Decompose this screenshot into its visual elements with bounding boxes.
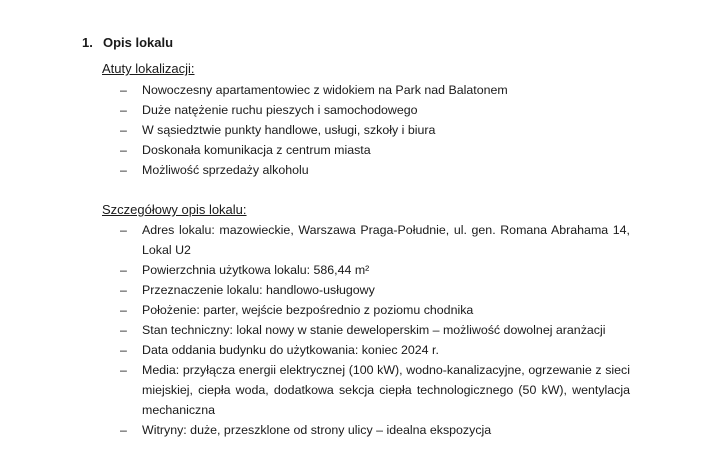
dash-bullet: – <box>120 343 127 357</box>
list-item: – W sąsiedztwie punkty handlowe, usługi, szkoły i biura <box>102 120 630 140</box>
section-title: Opis lokalu <box>103 35 174 50</box>
dash-bullet: – <box>120 123 127 137</box>
list-item: – Powierzchnia użytkowa lokalu: 586,44 m² <box>102 260 630 280</box>
list-item: – Witryny: duże, przeszklone od strony ulicy – idealna ekspozycja <box>102 420 630 440</box>
dash-bullet: – <box>120 303 127 317</box>
list-item: – Stan techniczny: lokal nowy w stanie deweloperskim – możliwość dowolnej aranżacji <box>102 320 630 340</box>
section-number: 1. <box>82 35 93 50</box>
dash-bullet: – <box>120 223 127 237</box>
dash-bullet: – <box>120 363 127 377</box>
list-item: – Nowoczesny apartamentowiec z widokiem na Park nad Balatonem <box>102 80 630 100</box>
dash-bullet: – <box>120 423 127 437</box>
section-heading <box>82 34 173 52</box>
list-item: – Możliwość sprzedaży alkoholu <box>102 160 630 180</box>
list-item: – Przeznaczenie lokalu: handlowo-usługowy <box>102 280 630 300</box>
dash-bullet: – <box>120 103 127 117</box>
atuty-list <box>102 80 630 180</box>
dash-bullet: – <box>120 323 127 337</box>
list-item: – Data oddania budynku do użytkowania: koniec 2024 r. <box>102 340 630 360</box>
list-item: – Adres lokalu: mazowieckie, Warszawa Praga-Południe, ul. gen. Romana Abrahama 14, Lokal U2 <box>102 220 630 260</box>
atuty-heading: Atuty lokalizacji: <box>102 61 195 76</box>
dash-bullet: – <box>120 143 127 157</box>
szczegoly-heading: Szczegółowy opis lokalu: <box>102 202 247 217</box>
list-item: – Doskonała komunikacja z centrum miasta <box>102 140 630 160</box>
list-item: – Duże natężenie ruchu pieszych i samochodowego <box>102 100 630 120</box>
dash-bullet: – <box>120 163 127 177</box>
dash-bullet: – <box>120 83 127 97</box>
dash-bullet: – <box>120 283 127 297</box>
szczegoly-list <box>102 220 630 440</box>
list-item: – Media: przyłącza energii elektrycznej (100 kW), wodno-kanalizacyjne, ogrzewanie z sieci miejskiej, ciepła woda, dodatkowa sekcja ciepła technologicznego (50 kW), wentylacja mechaniczna <box>102 360 630 420</box>
dash-bullet: – <box>120 263 127 277</box>
list-item: – Położenie: parter, wejście bezpośrednio z poziomu chodnika <box>102 300 630 320</box>
